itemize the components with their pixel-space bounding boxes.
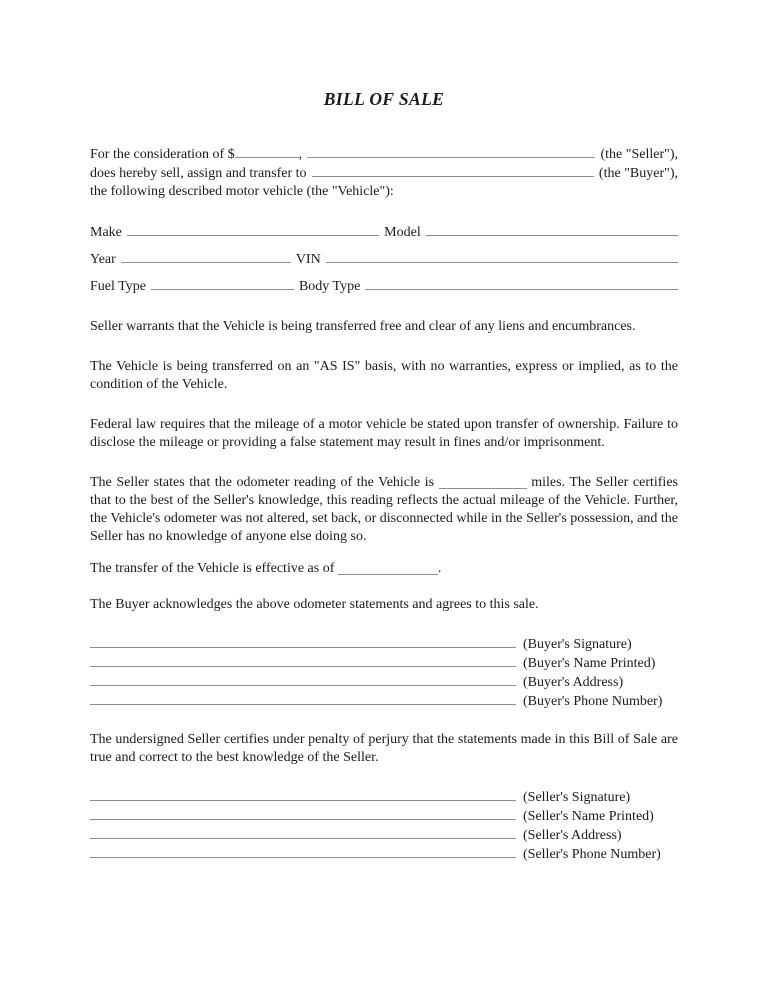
seller-name-blank[interactable] (307, 145, 595, 158)
make-model-row (90, 223, 678, 242)
buyer-signature-row (90, 635, 678, 654)
seller-designation-text: (the "Seller"), (600, 147, 678, 162)
consideration-text: For the consideration of $ (90, 147, 235, 162)
buyer-name-blank[interactable] (312, 164, 594, 177)
seller-certification-paragraph: The undersigned Seller certifies under penalty of perjury that the statements made in this Bill of Sale are true and correct to the best knowledge of the Seller. (90, 732, 678, 765)
seller-signature-row (90, 788, 678, 807)
buyer-signature-line[interactable] (90, 635, 516, 648)
consideration-amount-blank[interactable] (235, 145, 299, 158)
effective-date-blank[interactable] (338, 564, 438, 575)
effective-date-line (90, 560, 678, 578)
seller-address-label: (Seller's Address) (523, 828, 622, 843)
model-field-blank[interactable] (426, 223, 678, 236)
consideration-line-2 (90, 164, 678, 183)
buyer-signature-block (90, 635, 678, 711)
buyer-phone-label: (Buyer's Phone Number) (523, 694, 663, 709)
buyer-name-row (90, 654, 678, 673)
seller-address-line[interactable] (90, 826, 516, 839)
odometer-text-pre: The Seller states that the odometer reading of the Vehicle is (90, 475, 435, 490)
body-type-field-blank[interactable] (365, 277, 678, 290)
buyer-phone-row (90, 692, 678, 711)
fuel-type-field-blank[interactable] (151, 277, 294, 290)
seller-signature-line[interactable] (90, 788, 516, 801)
consideration-section (90, 145, 678, 201)
seller-signature-label: (Seller's Signature) (523, 790, 631, 805)
as-is-paragraph: The Vehicle is being transferred on an "AS IS" basis, with no warranties, express or implied, as to the condition of the Vehicle. (90, 359, 678, 392)
year-vin-row (90, 250, 678, 269)
model-label: Model (384, 225, 421, 240)
vin-field-blank[interactable] (326, 250, 678, 263)
buyer-designation-text: (the "Buyer"), (598, 166, 678, 181)
consideration-line-1 (90, 145, 678, 164)
year-label: Year (90, 252, 116, 267)
buyer-signature-label: (Buyer's Signature) (523, 637, 632, 652)
odometer-text-post: miles. The Seller certifies that to the best of the Seller's knowledge, this reading reflects the actual mileage of the Vehicle. Further, the Vehicle's odometer was not altered, set back, or disconnected while in the Seller's possession, and the Seller has no knowledge of anyone else doing so. (90, 475, 678, 544)
comma-text: , (298, 147, 303, 162)
seller-name-line[interactable] (90, 807, 516, 820)
seller-address-row (90, 826, 678, 845)
buyer-name-line[interactable] (90, 654, 516, 667)
seller-name-label: (Seller's Name Printed) (523, 809, 654, 824)
buyer-address-line[interactable] (90, 673, 516, 686)
body-type-label: Body Type (298, 279, 361, 294)
seller-phone-line[interactable] (90, 845, 516, 858)
buyer-address-label: (Buyer's Address) (523, 675, 624, 690)
seller-phone-label: (Seller's Phone Number) (523, 847, 661, 862)
year-field-blank[interactable] (121, 250, 291, 263)
buyer-acknowledgement-paragraph: The Buyer acknowledges the above odometer statements and agrees to this sale. (90, 597, 539, 612)
vehicle-details-section (90, 223, 678, 296)
consideration-line-3: the following described motor vehicle (the "Vehicle"): (90, 184, 394, 199)
page-title: BILL OF SALE (323, 89, 445, 109)
seller-signature-block (90, 788, 678, 864)
buyer-phone-line[interactable] (90, 692, 516, 705)
odometer-reading-blank[interactable] (439, 478, 527, 489)
fuel-body-row (90, 277, 678, 296)
effective-date-period: . (437, 561, 442, 576)
seller-phone-row (90, 845, 678, 864)
make-field-blank[interactable] (127, 223, 379, 236)
odometer-paragraph (90, 474, 678, 546)
fuel-type-label: Fuel Type (90, 279, 146, 294)
effective-date-text: The transfer of the Vehicle is effective as of (90, 561, 335, 576)
transfer-text: does hereby sell, assign and transfer to (90, 166, 307, 181)
federal-law-paragraph: Federal law requires that the mileage of a motor vehicle be stated upon transfer of ownership. Failure to disclose the mileage or providing a false statement may result in fines and/or imprisonment. (90, 417, 678, 450)
liens-paragraph: Seller warrants that the Vehicle is being transferred free and clear of any liens and encumbrances. (90, 319, 636, 334)
seller-name-row (90, 807, 678, 826)
buyer-address-row (90, 673, 678, 692)
vin-label: VIN (295, 252, 321, 267)
make-label: Make (90, 225, 122, 240)
buyer-name-label: (Buyer's Name Printed) (523, 656, 656, 671)
